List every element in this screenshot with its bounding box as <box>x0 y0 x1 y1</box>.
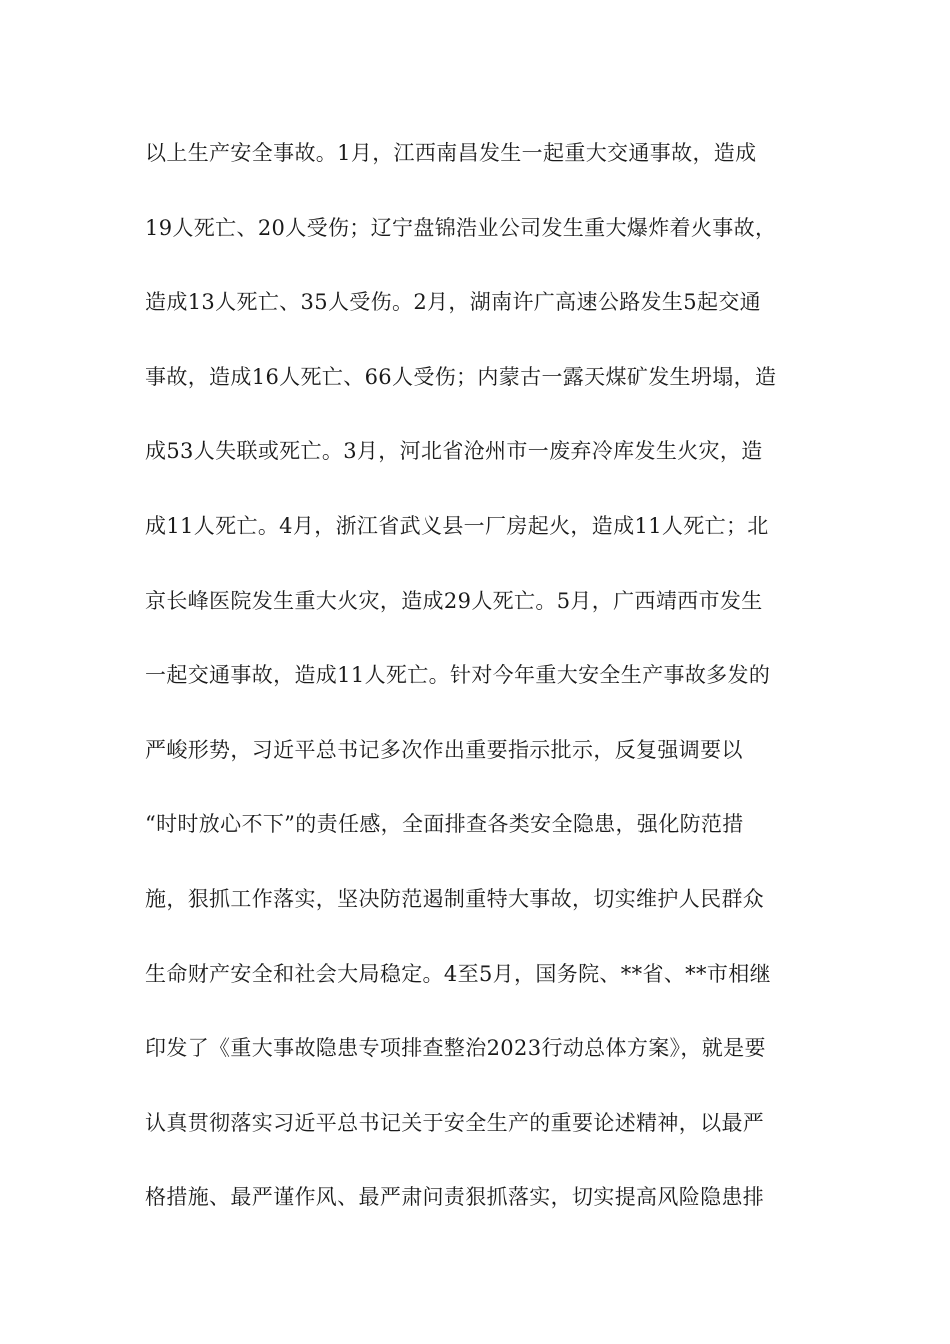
text-line: “时时放心不下”的责任感，全面排查各类安全隐患，强化防范措 <box>145 812 744 837</box>
text-line: 一起交通事故，造成11人死亡。针对今年重大安全生产事故多发的 <box>145 663 771 688</box>
text-line: 造成13人死亡、35人受伤。2月，湖南许广高速公路发生5起交通 <box>145 290 762 315</box>
text-line: 格措施、最严谨作风、最严肃问责狠抓落实，切实提高风险隐患排 <box>145 1185 765 1210</box>
text-line: 成53人失联或死亡。3月，河北省沧州市一废弃冷库发生火灾，造 <box>145 439 763 464</box>
text-line: 19人死亡、20人受伤；辽宁盘锦浩业公司发生重大爆炸着火事故， <box>145 215 777 240</box>
body-text <box>145 130 815 1249</box>
text-line: 施，狠抓工作落实，坚决防范遏制重特大事故，切实维护人民群众 <box>145 886 765 911</box>
text-line: 事故，造成16人死亡、66人受伤；内蒙古一露天煤矿发生坍塌，造 <box>145 364 777 389</box>
text-line: 印发了《重大事故隐患专项排查整治2023行动总体方案》，就是要 <box>145 1036 766 1061</box>
text-line: 以上生产安全事故。1月，江西南昌发生一起重大交通事故，造成 <box>145 141 757 165</box>
text-line: 成11人死亡。4月，浙江省武义县一厂房起火，造成11人死亡；北 <box>145 513 769 538</box>
text-line: 京长峰医院发生重大火灾，造成29人死亡。5月，广西靖西市发生 <box>145 588 763 613</box>
text-line: 认真贯彻落实习近平总书记关于安全生产的重要论述精神，以最严 <box>145 1110 765 1135</box>
text-line: 严峻形势，习近平总书记多次作出重要指示批示，反复强调要以 <box>145 737 743 762</box>
text-line: 生命财产安全和社会大局稳定。4至5月，国务院、**省、**市相继 <box>145 961 771 986</box>
